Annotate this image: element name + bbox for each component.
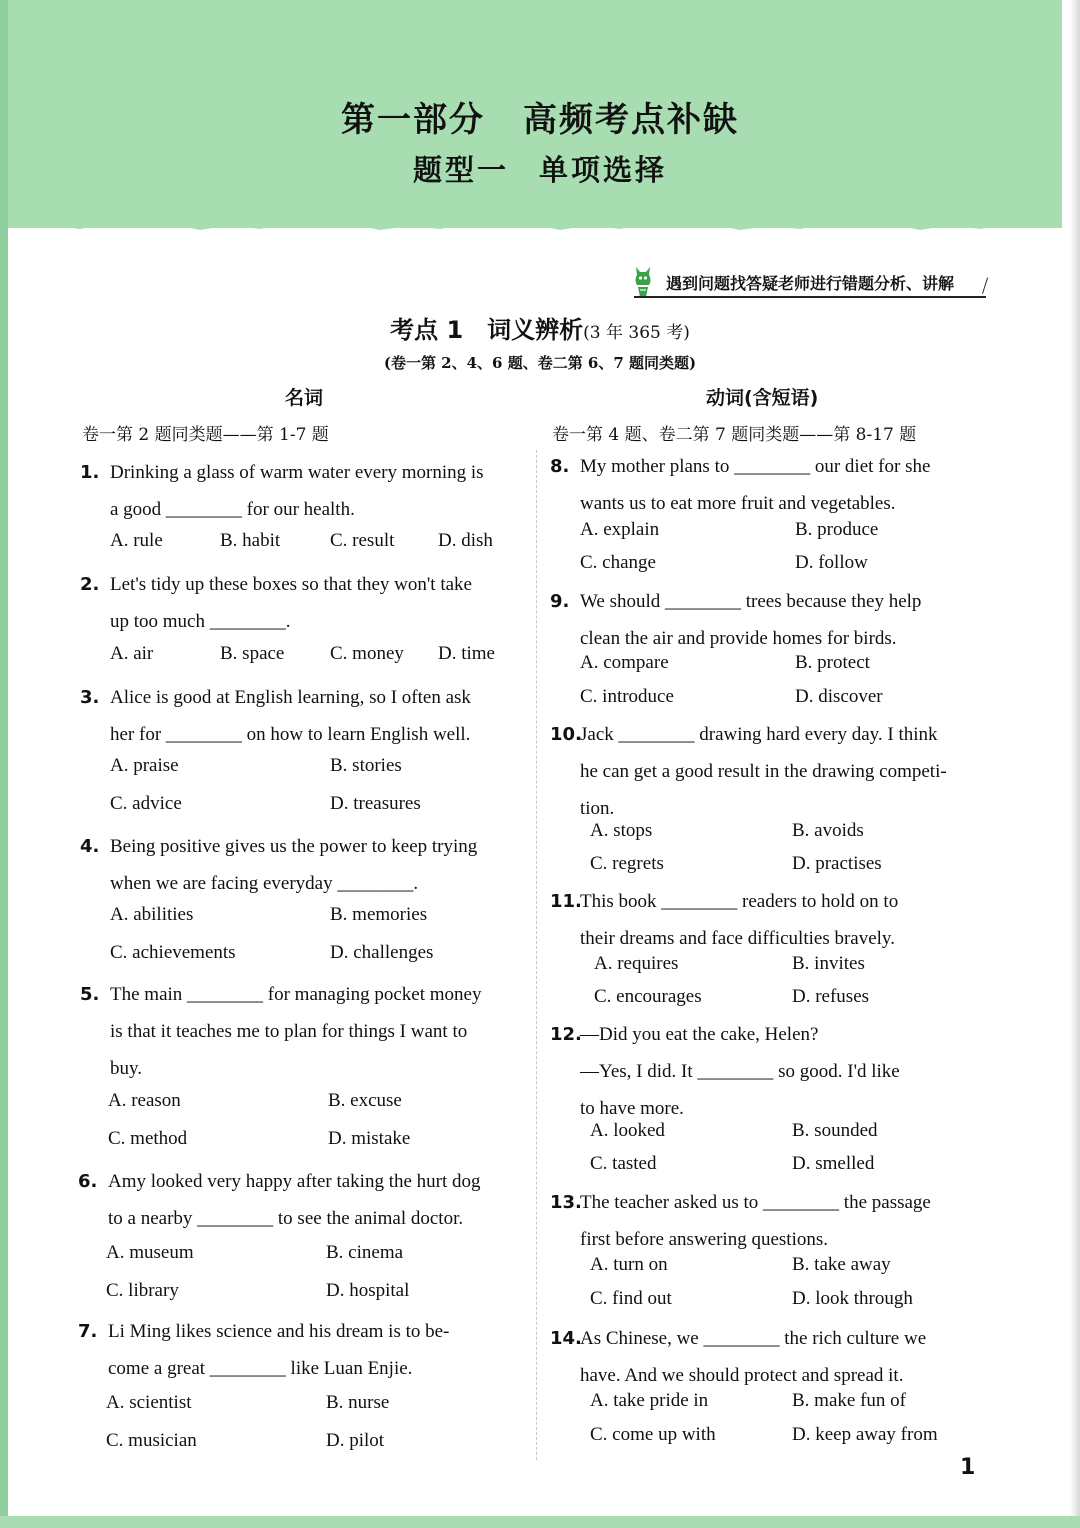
answer-option: B. excuse: [328, 1090, 402, 1111]
question-stem-line: Jack ________ drawing hard every day. I think: [580, 724, 938, 745]
answer-option: C. method: [108, 1128, 188, 1149]
question-stem-line: As Chinese, we ________ the rich culture we: [580, 1328, 927, 1349]
answer-option: C. introduce: [580, 686, 674, 707]
answer-option: B. take away: [792, 1254, 891, 1275]
answer-option: D. smelled: [792, 1153, 875, 1174]
answer-option: A. abilities: [110, 904, 194, 925]
answer-option: A. praise: [110, 755, 179, 776]
question-stem-line: clean the air and provide homes for birds.: [580, 628, 897, 649]
question-number: 11.: [550, 891, 582, 912]
answer-option: D. time: [438, 643, 495, 664]
question-stem-line: wants us to eat more fruit and vegetables.: [580, 493, 896, 514]
answer-option: A. rule: [110, 530, 163, 551]
question-stem-line: their dreams and face difficulties bravely.: [580, 928, 895, 949]
answer-option: D. practises: [792, 853, 882, 874]
answer-option: A. museum: [106, 1242, 194, 1263]
question-stem-line: Being positive gives us the power to keep trying: [110, 836, 478, 857]
part-name: 高频考点补缺: [523, 100, 739, 140]
answer-option: C. change: [580, 552, 656, 573]
question-number: 13.: [550, 1192, 582, 1213]
question-stem-line: We should ________ trees because they help: [580, 591, 922, 612]
answer-option: D. discover: [795, 686, 883, 707]
question-number: 10.: [550, 724, 582, 745]
answer-option: C. money: [330, 643, 404, 664]
answer-option: D. look through: [792, 1288, 913, 1309]
question-stem-line: is that it teaches me to plan for things I want to: [110, 1021, 468, 1042]
right-column-heading: 动词(含短语): [706, 387, 819, 409]
question-stem-line: Li Ming likes science and his dream is to be-: [108, 1321, 450, 1342]
answer-option: B. space: [220, 643, 285, 664]
answer-option: C. achievements: [110, 942, 236, 963]
question-stem-line: have. And we should protect and spread it.: [580, 1365, 904, 1386]
question-stem-line: tion.: [580, 798, 615, 819]
answer-option: D. hospital: [326, 1280, 410, 1301]
part-title: [0, 92, 1080, 141]
question-number: 4.: [80, 836, 100, 857]
answer-option: B. memories: [330, 904, 428, 925]
answer-option: C. advice: [110, 793, 182, 814]
answer-option: A. air: [110, 643, 154, 664]
question-stem-line: first before answering questions.: [580, 1229, 828, 1250]
question-type-title: [0, 148, 1080, 189]
question-stem-line: —Yes, I did. It ________ so good. I'd like: [580, 1061, 900, 1082]
answer-option: D. refuses: [792, 986, 870, 1007]
answer-option: A. turn on: [590, 1254, 668, 1275]
left-column-subheading: 卷一第 2 题同类题——第 1-7 题: [82, 425, 329, 445]
answer-option: B. invites: [792, 953, 865, 974]
answer-option: B. produce: [795, 519, 879, 540]
answer-option: C. musician: [106, 1430, 197, 1451]
answer-option: B. cinema: [326, 1242, 404, 1263]
question-stem-line: up too much ________.: [110, 611, 291, 632]
answer-option: C. tasted: [590, 1153, 657, 1174]
question-stem-line: Drinking a glass of warm water every morning is: [110, 462, 484, 483]
page-edge-right: [1070, 0, 1080, 1528]
torn-edge: [0, 214, 1062, 244]
section-title: [0, 310, 1080, 345]
question-stem-line: when we are facing everyday ________.: [110, 873, 419, 894]
answer-option: B. avoids: [792, 820, 864, 841]
answer-option: D. treasures: [330, 793, 421, 814]
question-stem-line: —Did you eat the cake, Helen?: [580, 1024, 819, 1045]
question-number: 3.: [80, 687, 100, 708]
answer-option: A. looked: [590, 1120, 665, 1141]
answer-option: D. dish: [438, 530, 493, 551]
tip-underline: [634, 296, 986, 298]
answer-option: A. take pride in: [590, 1390, 709, 1411]
question-number: 12.: [550, 1024, 582, 1045]
question-stem-line: come a great ________ like Luan Enjie.: [108, 1358, 413, 1379]
answer-option: A. stops: [590, 820, 653, 841]
answer-option: B. protect: [795, 652, 870, 673]
part-label: 第一部分: [341, 100, 485, 140]
question-number: 14.: [550, 1328, 582, 1349]
question-stem-line: he can get a good result in the drawing competi-: [580, 761, 947, 782]
answer-option: D. mistake: [328, 1128, 411, 1149]
answer-option: C. result: [330, 530, 395, 551]
mascot-icon: [632, 264, 654, 300]
tip-hook-icon: ⧸: [982, 276, 989, 297]
page-edge-bottom: [0, 1516, 1080, 1528]
answer-option: B. stories: [330, 755, 402, 776]
answer-option: C. find out: [590, 1288, 672, 1309]
right-column-subheading: 卷一第 4 题、卷二第 7 题同类题——第 8-17 题: [552, 425, 917, 445]
question-stem-line: The teacher asked us to ________ the passage: [580, 1192, 931, 1213]
section-note: (3 年 365 考): [583, 323, 690, 343]
question-number: 5.: [80, 984, 100, 1005]
question-stem-line: The main ________ for managing pocket money: [110, 984, 482, 1005]
answer-option: C. library: [106, 1280, 179, 1301]
section-title-text: 考点 1 词义辨析: [390, 316, 584, 344]
answer-option: D. follow: [795, 552, 868, 573]
page-number: 1: [960, 1455, 976, 1480]
question-number: 2.: [80, 574, 100, 595]
question-stem-line: Let's tidy up these boxes so that they won't take: [110, 574, 472, 595]
answer-option: D. pilot: [326, 1430, 385, 1451]
question-stem-line: her for ________ on how to learn English well.: [110, 724, 471, 745]
question-stem-line: to a nearby ________ to see the animal doctor.: [108, 1208, 464, 1229]
question-stem-line: Alice is good at English learning, so I often ask: [110, 687, 471, 708]
tip-text: 遇到问题找答疑老师进行错题分析、讲解: [666, 273, 955, 293]
answer-option: B. nurse: [326, 1392, 390, 1413]
answer-option: A. compare: [580, 652, 669, 673]
question-number: 1.: [80, 462, 100, 483]
type-label: 题型一: [412, 153, 509, 187]
type-name: 单项选择: [539, 153, 668, 187]
section-subtitle: (卷一第 2、4、6 题、卷二第 6、7 题同类题): [383, 354, 697, 372]
answer-option: B. habit: [220, 530, 281, 551]
question-stem-line: a good ________ for our health.: [110, 499, 355, 520]
answer-option: C. regrets: [590, 853, 664, 874]
question-stem-line: My mother plans to ________ our diet for she: [580, 456, 931, 477]
answer-option: D. challenges: [330, 942, 434, 963]
answer-option: A. requires: [594, 953, 679, 974]
question-stem-line: buy.: [110, 1058, 143, 1079]
question-stem-line: This book ________ readers to hold on to: [580, 891, 899, 912]
answer-option: A. reason: [108, 1090, 181, 1111]
answer-option: B. make fun of: [792, 1390, 906, 1411]
question-number: 9.: [550, 591, 570, 612]
question-number: 6.: [78, 1171, 98, 1192]
question-number: 8.: [550, 456, 570, 477]
answer-option: B. sounded: [792, 1120, 878, 1141]
answer-option: D. keep away from: [792, 1424, 938, 1445]
answer-option: C. encourages: [594, 986, 702, 1007]
answer-option: A. scientist: [106, 1392, 192, 1413]
answer-option: C. come up with: [590, 1424, 716, 1445]
question-stem-line: to have more.: [580, 1098, 684, 1119]
question-stem-line: Amy looked very happy after taking the hurt dog: [108, 1171, 481, 1192]
question-number: 7.: [78, 1321, 98, 1342]
answer-option: A. explain: [580, 519, 660, 540]
left-column-heading: 名词: [285, 387, 324, 409]
page-edge-left: [0, 0, 8, 1528]
